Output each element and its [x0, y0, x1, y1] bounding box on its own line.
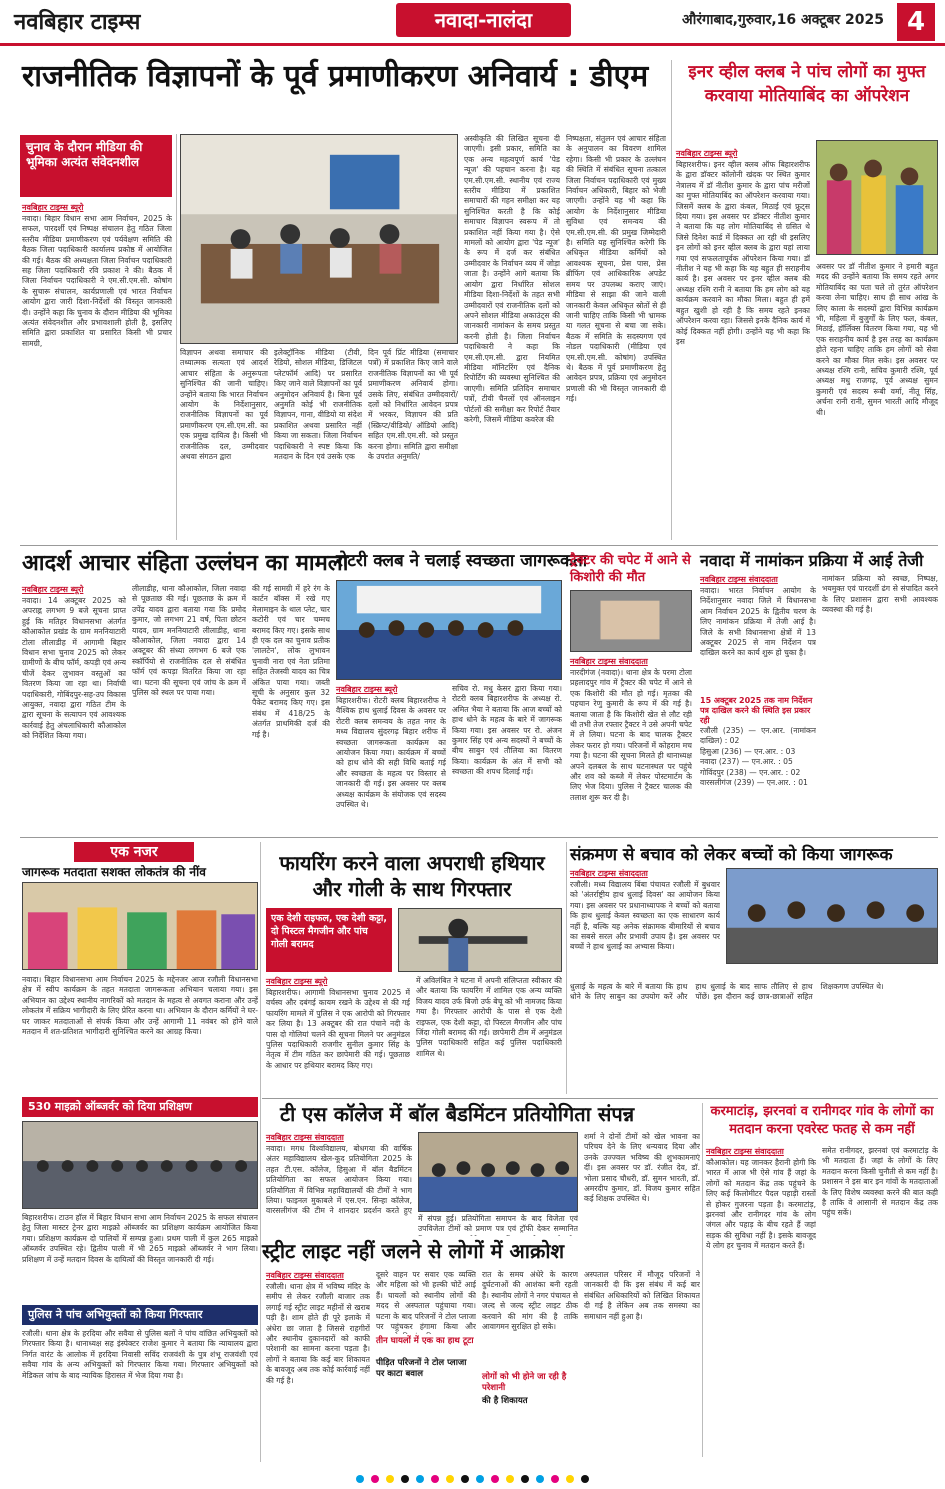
streetlight-body: रजौली। थाना क्षेत्र में भविष्य मंदिर के समीप से लेकर रजौली बाजार तक लगाई गई स्ट्रीट लाइट महीनों से खराब पड़ी है। शाम होते ही पूरे इलाके में अंधेरा छा जाता है जिससे राहगीरों और स्थानीय दुकानदारों को काफी परेशानी का सामना करना पड़ता है। लोगों ने बताया कि कई बार शिकायत के बावजूद अब तक कोई कार्रवाई नहीं की गई है। [266, 1282, 370, 1385]
streetlight-body3: रात के समय अंधेरे के कारण दुर्घटनाओं की आशंका बनी रहती है। स्थानीय लोगों ने नगर पंचायत से जल्द से जल्द स्ट्रीट लाइट ठीक करवाने की मांग की है ताकि आवागमन सुरक्षित हो सके। [482, 1270, 578, 1332]
nomination-row: गोविंदपुर (238) — एन.आर. : 02 [700, 767, 801, 777]
divider [20, 545, 938, 546]
registration-dot [536, 1475, 544, 1483]
column-rule [671, 60, 672, 540]
police-body: रजौली। थाना क्षेत्र के हरदिया और सवैया से पुलिस बलों ने पांच वांछित अभियुक्तों को गिरफ्तार किया है। थानाध्यक्ष सह इंस्पेक्टर राजेश कुमार ने बताया कि न्यायालय द्वारा निर्गत वारंट के आलोक में हरदिया निवासी सविंद राजवंशी के पुत्र शंभू राजवंशी एवं सवैया गांव के अन्य अभियुक्तों को गिरफ्तार किया गया। गिरफ्तार अभियुक्तों को मेडिकल जांच के बाद न्यायिक हिरासत में भेज दिया गया है। [22, 1329, 258, 1380]
streetlight-sub1: तीन घायलों में एक का हाथ टूटा [376, 1336, 474, 1346]
code-col1: नवादा। 14 अक्टूबर 2025 को अपराह्न लगभग 9 बजे सूचना प्राप्त हुई कि मतिहर विधानसभा अंतर्गत कौआकोल प्रखंड के ग्राम मननियाटारी टोला लीलाडीह में आगामी बिहार विधान सभा चुनाव 2025 को लेकर ग्रामीणों के बीच फॉर्म, कपड़ी एवं अन्य चीजें देकर लुभावन वस्तुओं का वितरण किया जा रहा था। निर्वाची पदाधिकारी, गोबिंदपुर-सह-उप विकास आयुक्त, नवादा द्वारा गठित टीम के द्वारा सूचना के सत्यापन एवं आवश्यक कार्रवाई हेतु अंचलाधिकारी कौआकोल को निर्देशित किया गया। [22, 596, 126, 741]
nomination-subhead: 15 अक्टूबर 2025 तक नाम निर्देशन पत्र दाखिल करने की स्थिति इस प्रकार रही [700, 696, 813, 725]
code-col2: लीलाडीह, थाना कौआकोल, जिला नवादा से पूछताछ की गई। पूछताछ के क्रम में उपेंद्र यादव द्वारा बताया गया कि प्रमोद कुमार, जो लगभग 21 वर्ष, पिता छोटन यादव, ग्राम मननियाटारी लीलाडीह, थाना कौआकोल, जिला नवादा द्वारा 14 अक्टूबर की संध्या लगभग 6 बजे एक स्कॉर्पियो से राजनीतिक दल से संबंधित फॉर्म एवं कपड़ा वितरित किया जा रहा था। घटना की सूचना एवं जांच के क्रम में पुलिस को स्थल पर पाया गया। [132, 584, 246, 698]
rotary-photo-icon [337, 581, 561, 679]
nomination-row: नवादा (237) — एन.आर. : 05 [700, 757, 793, 767]
nomination-headline: नवादा में नामांकन प्रक्रिया में आई तेजी [700, 551, 924, 570]
streetlight-byline: नवबिहार टाइम्स संवाददाता [266, 1271, 344, 1280]
voting-body2: समेत रानीगदर, झरनवां एवं करमाटांड़ के भी मतदाता हैं। जहां के लोगों के लिए मतदान करना किसी चुनौती से कम नहीं है। प्रशासन ने इस बार इन गांवों के मतदाताओं के लिए विशेष व्यवस्था करने की बात कही है ताकि वे आसानी से मतदान केंद्र तक पहुंच सकें। [822, 1146, 938, 1218]
page-number: 4 [897, 3, 935, 41]
eye-camp-headline: इनर व्हील क्लब ने पांच लोगों का मुफ्त करवाया मोतियाबिंद का ऑपरेशन [688, 62, 926, 106]
eye-camp-body1: बिहारशरीफ। इनर व्हील क्लब ऑफ बिहारशरीफ के द्वारा डॉक्टर कॉलोनी खंदक पर स्थित कुमार नेत्रालय में डॉ नीतीश कुमार के द्वारा पांच मरीजों का मुफ्त मोतियाबिंद का ऑपरेशन करवाया गया। जिसमें क्लब के द्वारा कंबल, मिठाई एवं फ्रूट्स दिया गया। इस अवसर पर डॉक्टर नीतीश कुमार ने बताया कि यह लोग मोतियाबिंद से ग्रसित थे जिसे दिनेश कार्ड में दिक्कत आ रही थी इसलिए इन लोगों को इनर व्हील क्लब के द्वारा यहां लाया गया एवं सफलतापूर्वक ऑपरेशन किया गया। डॉ नीतीश ने यह भी कहा कि यह बहुत ही सराहनीय कार्य है। इस अवसर पर इनर व्हील क्लब की अध्यक्ष रश्मि रानी ने बताया कि हम लोग को यह कार्यक्रम करवाने का मौका मिला। बहुत ही हमें बहुत खुशी हो रही है कि समय रहते इनका ऑपरेशन करवा रहा। जिससे इनके दैनिक कार्य में कोई दिक्कत नहीं होगी। उन्होंने यह भी कहा कि इस [676, 160, 810, 346]
divider [262, 1098, 938, 1099]
meeting-photo-icon [181, 135, 457, 343]
observer-photo-icon [23, 1122, 257, 1208]
paper-name: नवबिहार टाइम्स [14, 10, 141, 35]
lead-col6: निष्पक्षता, संतुलन एवं आचार संहिता के अनुपालन का विवरण शामिल रहेगा। किसी भी प्रकार के उल्लंघन की स्थिति में संबंधित सूचना तत्काल जिला निर्वाचन पदाधिकारी एवं मुख्य निर्वाचन अधिकारी, बिहार को भेजी जाएगी। उन्होंने यह भी कहा कि आयोग के निर्देशानुसार मीडिया सुविधा एवं समन्वय की एम.सी.एम.सी. की प्रमुख जिम्मेदारी है। समिति यह सुनिश्चित करेगी कि अधिकृत मीडिया कर्मियों को आवश्यक सूचना, प्रेस पास, प्रेस ब्रीफिंग एवं आधिकारिक अपडेट समय पर उपलब्ध कराए जाएं। मीडिया से साझा की जाने वाली जानकारी केवल अधिकृत स्रोतों से ही जानी चाहिए ताकि किसी भी भ्रामक या गलत सूचना से बचा जा सके। बैठक में समिति के सदस्यगण एवं नोडल पदाधिकारी (मीडिया एवं एम.सी.एम.सी. कोषांग) उपस्थित थे। बैठक में पूर्व प्रमाणीकरण हेतु आवेदन प्रपत्र, प्रक्रिया एवं अनुमोदन प्रणाली की भी विस्तृत जानकारी दी गई। [566, 134, 666, 404]
rotary-byline: नवबिहार टाइम्स ब्यूरो [336, 685, 398, 694]
observer-photo [22, 1121, 258, 1209]
badminton-photo-icon [419, 1133, 577, 1211]
streetlight-body2: दूसरे वाहन पर सवार एक व्यक्ति और महिला को भी हल्की चोटें आई हैं। घायलों को स्थानीय लोगों की मदद से अस्पताल पहुंचाया गया। घटना के बाद परिजनों ने टोल प्लाजा पर पहुंचकर हंगामा किया और [376, 1270, 476, 1332]
rotary-photo [336, 580, 562, 680]
badminton-byline: नवबिहार टाइम्स संवाददाता [266, 1133, 344, 1142]
edition-label: नवादा-नालंदा [396, 3, 571, 37]
badminton-body3: शर्मा ने दोनों टीमों को खेल भावना का परिचय देने के लिए धन्यवाद दिया और उनके उज्ज्वल भविष्य की शुभकामनाएं दीं। इस अवसर पर डॉ. रंजीत देव, डॉ. भोला प्रसाद चौधरी, डॉ. सुमन भारती, डॉ. अमरदीप कुमार, डॉ. विजय कुमार सहित कई शिक्षक उपस्थित थे। [584, 1132, 700, 1204]
badminton-headline: टी एस कॉलेज में बॉल बैडमिंटन प्रतियोगिता संपन्न [280, 1102, 635, 1126]
lead-col1: नवादा। बिहार विधान सभा आम निर्वाचन, 2025 के सफल, पारदर्शी एवं निष्पक्ष संचालन हेतु गठित जिला स्तरीय मीडिया प्रमाणीकरण एवं पर्यवेक्षण समिति की बैठक जिला पदाधिकारी कार्यालय प्रकोष्ठ में आयोजित की गई। बैठक की अध्यक्षता जिला निर्वाचन पदाधिकारी सह जिला पदाधिकारी रवि प्रकाश ने की। बैठक में जिला निर्वाचन पदाधिकारी ने एम.सी.एम.सी. कोषांग के सुचारू संचालन, कार्यप्रणाली एवं भारत निर्वाचन आयोग द्वारा जारी दिशा-निर्देशों की विस्तृत जानकारी दी। उन्होंने कहा कि चुनाव के दौरान मीडिया की भूमिका अत्यंत संवेदनशील और प्रभावशाली होती है, इसलिए समिति द्वारा प्रकाशित या प्रसारित किसी भी प्रचार सामग्री, [22, 214, 172, 348]
column-rule [176, 134, 177, 540]
tractor-byline: नवबिहार टाइम्स संवाददाता [570, 657, 648, 666]
streetlight-sub4: की है शिकायत [482, 1396, 528, 1406]
streetlight-sub3: लोगों को भी होने जा रही है परेशानी [482, 1372, 567, 1393]
ek-nazar-body: नवादा। बिहार विधानसभा आम निर्वाचन 2025 के मद्देनजर आज रजौली विधानसभा क्षेत्र में स्वीप कार्यक्रम के तहत मतदाता जागरूकता अभियान चलाया गया। इस अभियान का उद्देश्य स्थानीय नागरिकों को मतदान के महत्व से अवगत कराना और उन्हें लोकतंत्र में सक्रिय भागीदारी के लिए प्रेरित करना था। अभियान के दौरान कर्मियों ने घर-घर जाकर मतदाताओं से संपर्क किया और उन्हें आगामी 11 नवंबर को होने वाले मतदान में शत-प्रतिशत भागीदारी सुनिश्चित करने का आग्रह किया। [22, 975, 258, 1037]
code-byline: नवबिहार टाइम्स ब्यूरो [22, 585, 84, 594]
badminton-body: नवादा। मगध विश्वविद्यालय, बोधगया की वार्षिक अंतर महाविद्यालय खेल-कूद प्रतियोगिता 2025 के तहत टी.एस. कॉलेज, हिसुआ में बॉल बैडमिंटन प्रतियोगिता का सफल आयोजन किया गया। प्रतियोगिता में विभिन्न महाविद्यालयों की टीमों ने भाग लिया। फाइनल मुकाबले में एस.एन. सिन्हा कॉलेज, वारसलीगंज की टीम ने शानदार प्रदर्शन करते हुए [266, 1144, 412, 1216]
tractor-photo [570, 590, 692, 652]
ek-nazar-label: एक नजर [74, 842, 194, 862]
arms-photo-icon [399, 909, 561, 971]
ek-nazar-photo [22, 882, 258, 970]
police-title: पुलिस ने पांच अभियुक्तों को किया गिरफ्तार [22, 1305, 258, 1325]
ek-nazar-title: जागरूक मतदाता सशक्त लोकतंत्र की नींव [22, 865, 206, 879]
print-registration-dots [0, 1468, 945, 1489]
eye-camp-photo-icon [817, 141, 937, 254]
rotary-headline: रोटरी क्लब ने चलाई स्वच्छता जागरूकता [336, 551, 588, 571]
code-col3: की गई सामग्री में हरे रंग के कार्टन बॉक्स में रखे गए मेलामाइन के थाल प्लेट, चार कटोरी एवं चार चम्मच बरामद किए गए। इसके साथ ही एक दल का चुनाव प्रतीक 'लालटेन', लोक लुभावन चुनावी नारा एवं नेता प्रतिमा सहित तेजस्वी यादव का चित्र अंकित पाया गया। जब्ती सूची के अनुसार कुल 32 पैकेट बरामद किए गए। इस संबंध में 418/25 के अंतर्गत प्राथमिकी दर्ज की गई है। [252, 584, 330, 739]
arms-byline: नवबिहार टाइम्स ब्यूरो [266, 977, 328, 986]
infection-headline: संक्रमण से बचाव को लेकर बच्चों को किया जागरूक [570, 845, 893, 865]
badminton-photo [418, 1132, 578, 1212]
nomination-body: नवादा। भारत निर्वाचन आयोग के निर्देशानुसार नवादा जिले में विधानसभा आम निर्वाचन 2025 के द्वितीय चरण के लिए नामांकन प्रक्रिया में तेजी आई है। जिले के सभी विधानसभा क्षेत्रों में 13 अक्टूबर 2025 से नाम निर्देशन पत्र दाखिल करने का कार्य शुरू हो चुका है। [700, 586, 816, 658]
streetlight-sub2: पीड़ित परिजनों ने टोल प्लाजा पर काटा बवाल [376, 1358, 467, 1379]
tractor-photo-icon [571, 591, 691, 651]
column-rule [566, 842, 567, 1094]
infection-byline: नवबिहार टाइम्स संवाददाता [570, 869, 648, 878]
meeting-photo [180, 134, 458, 344]
registration-dot [461, 1475, 469, 1483]
infection-body2: धुलाई के महत्व के बारे में बताया कि हाथ धोने के लिए साबुन का उपयोग करें और हाथ धुलाई के बाद साफ तौलिए से हाथ पोंछें। इस दौरान कई छात्र-छात्राओं सहित शिक्षकगण उपस्थित थे। [570, 982, 884, 1002]
nomination-table [700, 726, 816, 788]
eye-camp-byline: नवबिहार टाइम्स ब्यूरो [676, 149, 738, 158]
registration-dot [521, 1475, 529, 1483]
registration-dot [356, 1475, 364, 1483]
voting-headline: करमाटांड़, झरनवां व रानीगदर गांव के लोगों का मतदान करना एवरेस्ट फतह से कम नहीं [710, 1104, 934, 1137]
registration-dot [476, 1475, 484, 1483]
observer-body: बिहारशरीफ। टाउन हॉल में बिहार विधान सभा आम निर्वाचन 2025 के सफल संचालन हेतु जिला मास्टर ट्रेनर द्वारा माइक्रो ऑब्जर्वर का प्रशिक्षण कार्यक्रम आयोजित किया गया। प्रशिक्षण कार्यक्रम दो पालियों में सम्पन्न हुआ। प्रथम पाली में कुल 265 माइक्रो ऑब्जर्वर उपस्थित रहे। द्वितीय पाली में भी 265 माइक्रो ऑब्जर्वर ने भाग लिया। प्रशिक्षण में उन्हें मतदान दिवस के दायित्वों की विस्तृत जानकारी दी गई। [22, 1213, 258, 1264]
registration-dot [551, 1475, 559, 1483]
infection-body: रजौली। मध्य विद्यालय बिंबा पंचायत रजौली में बुधवार को 'अंतर्राष्ट्रीय हाथ धुलाई दिवस' का आयोजन किया गया। इस अवसर पर प्रधानाध्यापक ने बच्चों को बताया कि हाथ धुलाई केवल स्वच्छता का एक साधारण कार्य नहीं है, बल्कि यह अनेक संक्रामक बीमारियों से बचाव का सबसे सरल और प्रभावी उपाय है। इस अवसर पर बच्चों ने हाथ धुलाई का अभ्यास किया। [570, 880, 720, 952]
lead-col3: इलेक्ट्रॉनिक मीडिया (टीवी, रेडियो, सोशल मीडिया, डिजिटल प्लेटफॉर्म आदि) पर प्रसारित किए जाने वाले विज्ञापनों का पूर्व अनुमोदन अनिवार्य है। बिना पूर्व अनुमति कोई भी राजनीतिक विज्ञापन, गाना, वीडियो या संदेश प्रकाशित अथवा प्रसारित नहीं किया जा सकता। जिला निर्वाचन पदाधिकारी ने स्पष्ट किया कि मतदान के दिन एवं उसके एक [274, 348, 362, 462]
infection-photo [726, 868, 938, 964]
nomination-row: वारसलीगंज (239) — एन.आर. : 01 [700, 778, 808, 788]
observer-title: 530 माइक्रो ऑब्जर्वर को दिया प्रशिक्षण [22, 1097, 258, 1117]
arms-body1: बिहारशरीफ। आगामी विधानसभा चुनाव 2025 में वर्चस्व और दबंगई कायम रखने के उद्देश्य से की गई फायरिंग मामले में पुलिस ने एक आरोपी को गिरफ्तार कर लिया है। 13 अक्टूबर की रात पंचाने नदी के पास दो गोलियां चलने की सूचना मिलने पर अनुमंडल पुलिस पदाधिकारी राजगीर सुनील कुमार सिंह के नेतृत्व में टीम गठित कर छापेमारी की गई। पूछताछ के आधार पर हथियार बरामद किए गए। [266, 988, 410, 1070]
streetlight-headline: स्ट्रीट लाइट नहीं जलने से लोगों में आक्रोश [262, 1239, 565, 1263]
tractor-headline: ट्रैक्टर की चपेट में आने से किशोरी की मौत [570, 553, 691, 585]
registration-dot [491, 1475, 499, 1483]
lead-headline: राजनीतिक विज्ञापनों के पूर्व प्रमाणीकरण अनिवार्य : डीएम [22, 59, 649, 94]
registration-dot [371, 1475, 379, 1483]
rotary-col2: सचिव रो. मधु केसर द्वारा किया गया। रोटरी क्लब बिहारशरीफ के अध्यक्ष रो. अमित भैया ने बताया कि आज बच्चों को हाथ धोने के महत्व के बारे में जागरूक किया गया। इस अवसर पर रो. अंजन कुमार सिंह एवं अन्य सदस्यों ने बच्चों के बीच साबुन एवं तौलिया का वितरण किया। कार्यक्रम के अंत में सभी को स्वच्छता की शपथ दिलाई गई। [452, 684, 562, 777]
voting-byline: नवबिहार टाइम्स संवाददाता [706, 1147, 784, 1156]
lead-col2: विज्ञापन अथवा समाचार की तथ्यात्मक सत्यता एवं आदर्श आचार संहिता के अनुरूपता सुनिश्चित की जानी चाहिए। उन्होंने बताया कि भारत निर्वाचन आयोग के निर्देशानुसार, राजनीतिक विज्ञापनों का पूर्व प्रमाणीकरण एम.सी.एम.सी. का एक प्रमुख दायित्व है। किसी भी राजनीतिक दल, उम्मीदवार अथवा संगठन द्वारा [180, 348, 268, 462]
registration-dot [506, 1475, 514, 1483]
infection-photo-icon [727, 869, 937, 963]
masthead [0, 0, 945, 46]
eye-camp-photo [816, 140, 938, 255]
dateline: औरंगाबाद,गुरुवार,16 अक्टूबर 2025 [682, 12, 884, 28]
nomination-byline: नवबिहार टाइम्स संवाददाता [700, 575, 778, 584]
divider [20, 837, 938, 838]
arms-highlight: एक देशी राइफल, एक देशी कट्टा, दो पिस्टल मैगजीन और पांच गोली बरामद [266, 908, 392, 972]
lead-col5: अस्वीकृति की लिखित सूचना दी जाएगी। इसी प्रकार, समिति का एक अन्य महत्वपूर्ण कार्य 'पेड न्यूज' की पहचान करना है। यह एम.सी.एम.सी. स्थानीय एवं राज्य स्तरीय मीडिया में प्रकाशित समाचारों की गहन समीक्षा कर यह सुनिश्चित करती है कि कोई समाचार विज्ञापन स्वरूप में तो प्रकाशित नहीं किया गया है। ऐसे मामलों को आयोग द्वारा 'पेड न्यूज' के रूप में दर्ज कर संबंधित उम्मीदवार के निर्वाचन व्यय में जोड़ा जाता है। उन्होंने आगे बताया कि आयोग द्वारा निर्धारित सोशल मीडिया दिशा-निर्देशों के तहत सभी उम्मीदवारों एवं राजनीतिक दलों को अपने सोशल मीडिया अकाउंट्स की जानकारी नामांकन के समय प्रस्तुत करनी होती है। जिला निर्वाचन पदाधिकारी ने कहा कि एम.सी.एम.सी. द्वारा नियमित मीडिया मॉनिटरिंग एवं दैनिक रिपोर्टिंग की व्यवस्था सुनिश्चित की जाएगी। समिति प्रतिदिन समाचार पत्रों, टीवी चैनलों एवं ऑनलाइन पोर्टलों की समीक्षा कर रिपोर्ट तैयार करेगी, जिसमें मीडिया कवरेज की [464, 134, 560, 424]
column-rule [702, 1103, 703, 1457]
registration-dot [401, 1475, 409, 1483]
tractor-body: नारदीगंज (नवादा)। थाना क्षेत्र के परमा टोला प्रहलादपुर गांव में ट्रैक्टर की चपेट में आने से एक किशोरी की मौत हो गई। मृतका की पहचान रेणु कुमारी के रूप में की गई है। बताया जाता है कि किशोरी खेत से लौट रही थी तभी तेज रफ्तार ट्रैक्टर ने उसे अपनी चपेट में ले लिया। घटना के बाद चालक ट्रैक्टर लेकर फरार हो गया। परिजनों में कोहराम मच गया है। घटना की सूचना मिलते ही थानाध्यक्ष अपने दलबल के साथ घटनास्थल पर पहुंचे और शव को कब्जे में लेकर पोस्टमार्टम के लिए भेज दिया। पुलिस ने ट्रैक्टर चालक की तलाश शुरू कर दी है। [570, 668, 692, 802]
registration-dot [566, 1475, 574, 1483]
lead-byline: नवबिहार टाइम्स ब्यूरो [22, 203, 84, 212]
code-headline: आदर्श आचार संहिता उल्लंघन का मामला [22, 551, 349, 576]
nomination-tail: नामांकन प्रक्रिया को स्वच्छ, निष्पक्ष, भयमुक्त एवं पारदर्शी ढंग से संपादित करने के लिए प्रशासन द्वारा सभी आवश्यक व्यवस्था की गई है। [822, 574, 938, 615]
eye-camp-body2: अवसर पर डॉ नीतीश कुमार ने हमारी बहुत मदद की उन्होंने बताया कि समय रहते अगर मोतियाबिंद का पता चले तो तुरंत ऑपरेशन करवा लेना चाहिए। साथ ही साथ आंख के लिए काला के सदस्यों द्वारा विभिन्न कार्यक्रम भी, महिला में बुजुर्गों के लिए फल, कंबल, मिठाई, हॉर्लिक्स वितरण किया गया, यह भी एक सराहनीय कार्य है इस तरह का कार्यक्रम होते रहना चाहिए ताकि हम लोगों को सेवा करने का मौका मिल सके। इस अवसर पर अध्यक्ष रश्मि रानी, सचिव कुमारी रश्मि, पूर्व अध्यक्ष मधु राजगढ़, पूर्व अध्यक्ष सुमन कुमारी एवं सदस्य रूबी वर्मा, नीतू सिंह, अर्चना रानी रानी, सुमन भारती आदि मौजूद थी। [816, 262, 938, 417]
registration-dot [446, 1475, 454, 1483]
arms-photo [398, 908, 562, 972]
ek-nazar-photo-icon [23, 883, 257, 969]
voting-body: कौआकोल। यह जानकर हैरानी होगी कि भारत में आज भी ऐसे गांव हैं जहां के लोगों को मतदान केंद्र तक पहुंचने के लिए कई किलोमीटर पैदल पहाड़ी रास्तों से होकर गुजरना पड़ता है। करमाटांड़, झरनवां और रानीगदर गांव के लोग जंगल और पहाड़ के बीच रहते हैं जहां सड़क की सुविधा नहीं है। इसके बावजूद ये लोग हर चुनाव में मतदान करते हैं। [706, 1158, 816, 1251]
registration-dot [386, 1475, 394, 1483]
arms-body2: में अविलंबित ने घटना में अपनी संलिप्तता स्वीकार की और बताया कि फायरिंग में शामिल एक अन्य व्यक्ति विजय यादव उर्फ बिजो उर्फ बेचू को भी नामजद किया गया है। गिरफ्तार आरोपी के पास से एक देशी राइफल, एक देशी कट्टा, दो पिस्टल मैगजीन और पांच जिंदा गोली बरामद की गई। छापेमारी टीम में अनुमंडल पुलिस पदाधिकारी सहित कई पुलिस पदाधिकारी शामिल थे। [416, 976, 562, 1058]
column-rule [260, 842, 261, 1462]
lead-sidebar-title: चुनाव के दौरान मीडिया की भूमिका अत्यंत संवेदनशील [20, 135, 172, 197]
badminton-body2: में संपन्न हुई। प्रतियोगिता समापन के बाद विजेता एवं उपविजेता टीमों को प्रमाण पत्र एवं ट्रॉफी देकर सम्मानित [418, 1214, 578, 1234]
rotary-body: बिहारशरीफ। रोटरी क्लब बिहारशरीफ ने वैश्विक हाथ धुलाई दिवस के अवसर पर रोटरी क्लब समन्वय के तहत नगर के मध्य विद्यालय सुंदरगढ़ बिहार शरीफ में स्वच्छता जागरूकता कार्यक्रम का आयोजन किया गया। कार्यक्रम में बच्चों को हाथ धोने की सही विधि बताई गई और स्वच्छता के महत्व पर विस्तार से जानकारी दी गई। इस अवसर पर क्लब अध्यक्ष कार्यक्रम के संयोजक एवं सदस्य उपस्थित थे। [336, 696, 446, 810]
registration-dot [581, 1475, 589, 1483]
arms-headline: फायरिंग करने वाला अपराधी हथियार और गोली के साथ गिरफ्तार [279, 851, 545, 901]
lead-col4: दिन पूर्व प्रिंट मीडिया (समाचार पत्रों) में प्रकाशित किए जाने वाले राजनीतिक विज्ञापनों का भी पूर्व प्रमाणीकरण अनिवार्य होगा। उसके लिए, संबंधित उम्मीदवारों/दलों को निर्धारित आवेदन प्रपत्र में भरकर, विज्ञापन की प्रति (स्क्रिप्ट/वीडियो/ ऑडियो आदि) सहित एम.सी.एम.सी. को प्रस्तुत करना होगा। समिति द्वारा समीक्षा के उपरांत अनुमति/ [368, 348, 458, 462]
registration-dot [431, 1475, 439, 1483]
nomination-row: हिसुआ (236) — एन.आर. : 03 [700, 746, 796, 756]
streetlight-body4: अस्पताल परिसर में मौजूद परिजनों ने जानकारी दी कि इस संबंध में कई बार संबंधित अधिकारियों को लिखित शिकायत दी गई है लेकिन अब तक समस्या का समाधान नहीं हुआ है। [584, 1270, 700, 1321]
nomination-row: रजौली (235) — एन.आर. (नामांकन दाखिल) : 02 [700, 726, 816, 746]
registration-dot [416, 1475, 424, 1483]
